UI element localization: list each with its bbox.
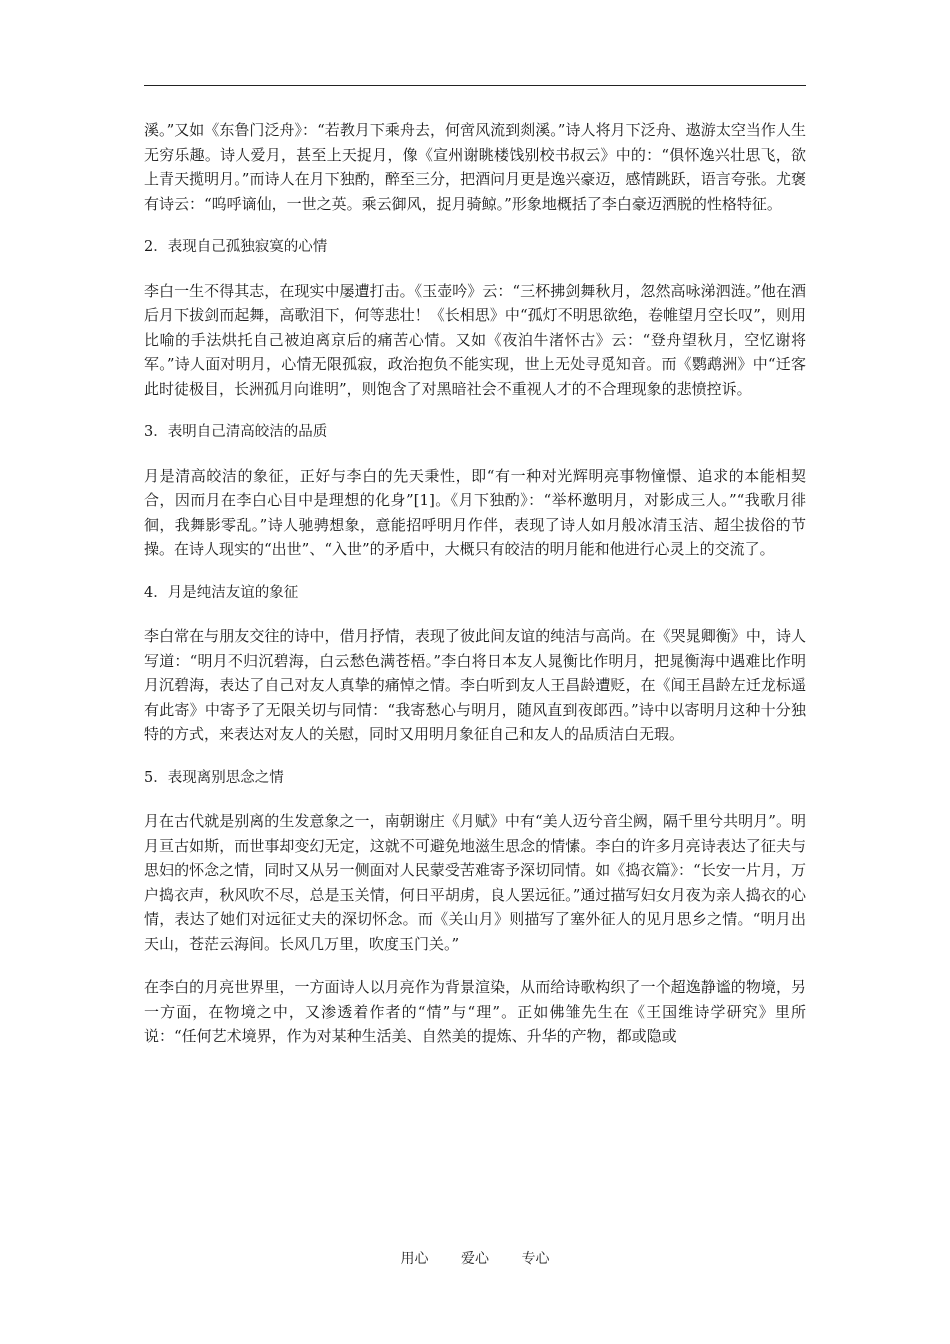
header-rule xyxy=(144,85,806,86)
page-footer xyxy=(0,1248,950,1268)
document-body xyxy=(144,118,806,1049)
section-heading-3: 3．表明自己清高皎洁的品质 xyxy=(144,424,328,440)
paragraph-intro: 溪。”又如《东鲁门泛舟》：“若教月下乘舟去，何啻风流到剡溪。”诗人将月下泛舟、遨游太空当作人生无穷乐趣。诗人爱月，甚至上天捉月，像《宣州谢眺楼饯别校书叔云》中的：“俱怀逸兴壮思飞，欲上青天揽明月。”而诗人在月下独酌，醉至三分，把酒问月更是逸兴豪迈，感情跳跃，语言夸张。尤褒有诗云：“呜呼谪仙，一世之英。乘云御风，捉月骑鲸。”形象地概括了李白豪迈洒脱的性格特征。 xyxy=(144,121,806,213)
section-heading-5: 5．表现离别思念之情 xyxy=(144,769,284,786)
section-heading-4: 4．月是纯洁友谊的象征 xyxy=(144,584,299,601)
paragraph-loneliness: 李白一生不得其志，在现实中屡遭打击。《玉壶吟》云：“三杯拂剑舞秋月，忽然高咏涕泗涟。”他在酒后月下拔剑而起舞，高歌泪下，何等悲壮！《长相思》中“孤灯不明思欲绝，卷帷望月空长叹”，则用比喻的手法烘托自己被迫离京后的痛苦心情。又如《夜泊牛渚怀古》云：“登舟望秋月，空忆谢将军。”诗人面对明月，心情无限孤寂，政治抱负不能实现，世上无处寻觅知音。而《鹦鹉洲》中“迁客此时徒极目，长洲孤月向谁明”，则饱含了对黑暗社会不重视人才的不合理现象的悲愤控诉。 xyxy=(144,281,806,398)
footer-word-1: 用心 xyxy=(400,1251,429,1267)
paragraph-purity: 月是清高皎洁的象征，正好与李白的先天秉性，即“有一种对光辉明亮事物憧憬、追求的本能相契合，因而月在李白心目中是理想的化身”[1]。《月下独酌》：“举杯邀明月，对影成三人。”“我歌月徘徊，我舞影零乱。”诗人驰骋想象，意能招呼明月作伴，表现了诗人如月般冰清玉洁、超尘拔俗的节操。在诗人现实的“出世”、“入世”的矛盾中，大概只有皎洁的明月能和他进行心灵上的交流了。 xyxy=(144,466,806,558)
paragraph-conclusion: 在李白的月亮世界里，一方面诗人以月亮作为背景渲染，从而给诗歌构织了一个超逸静谧的物境，另一方面，在物境之中，又渗透着作者的“情”与“理”。正如佛雏先生在《王国维诗学研究》里所说：“任何艺术境界，作为对某种生活美、自然美的提炼、升华的产物，都或隐或 xyxy=(144,978,806,1045)
paragraph-friendship: 李白常在与朋友交往的诗中，借月抒情，表现了彼此间友谊的纯洁与高尚。在《哭晁卿衡》中，诗人写道：“明月不归沉碧海，白云愁色满苍梧。”李白将日本友人晁衡比作明月，把晁衡海中遇难比作明月沉碧海，表达了自己对友人真挚的痛悼之情。李白听到友人王昌龄遭贬，在《闻王昌龄左迁龙标遥有此寄》中寄予了无限关切与同情：“我寄愁心与明月，随风直到夜郎西。”诗中以寄明月这种十分独特的方式，来表达对友人的关慰，同时又用明月象征自己和友人的品质洁白无瑕。 xyxy=(144,627,806,743)
paragraph-separation: 月在古代就是别离的生发意象之一，南朝谢庄《月赋》中有“美人迈兮音尘阙，隔千里兮共明月”。明月亘古如斯，而世事却变幻无定，这就不可避免地滋生思念的情愫。李白的许多月亮诗表达了征夫与思妇的怀念之情，同时又从另一侧面对人民蒙受苦难寄予深切同情。如《捣衣篇》：“长安一片月，万户捣衣声，秋风吹不尽，总是玉关情，何日平胡虏，良人罢远征。”通过描写妇女月夜为亲人捣衣的心情，表达了她们对远征丈夫的深切怀念。而《关山月》则描写了塞外征人的见月思乡之情。“明月出天山，苍茫云海间。长风几万里，吹度玉门关。” xyxy=(144,812,806,953)
footer-word-2: 爱心 xyxy=(461,1251,489,1267)
footer-word-3: 专心 xyxy=(521,1251,550,1267)
section-heading-2: 2．表现自己孤独寂寞的心情 xyxy=(144,239,328,255)
